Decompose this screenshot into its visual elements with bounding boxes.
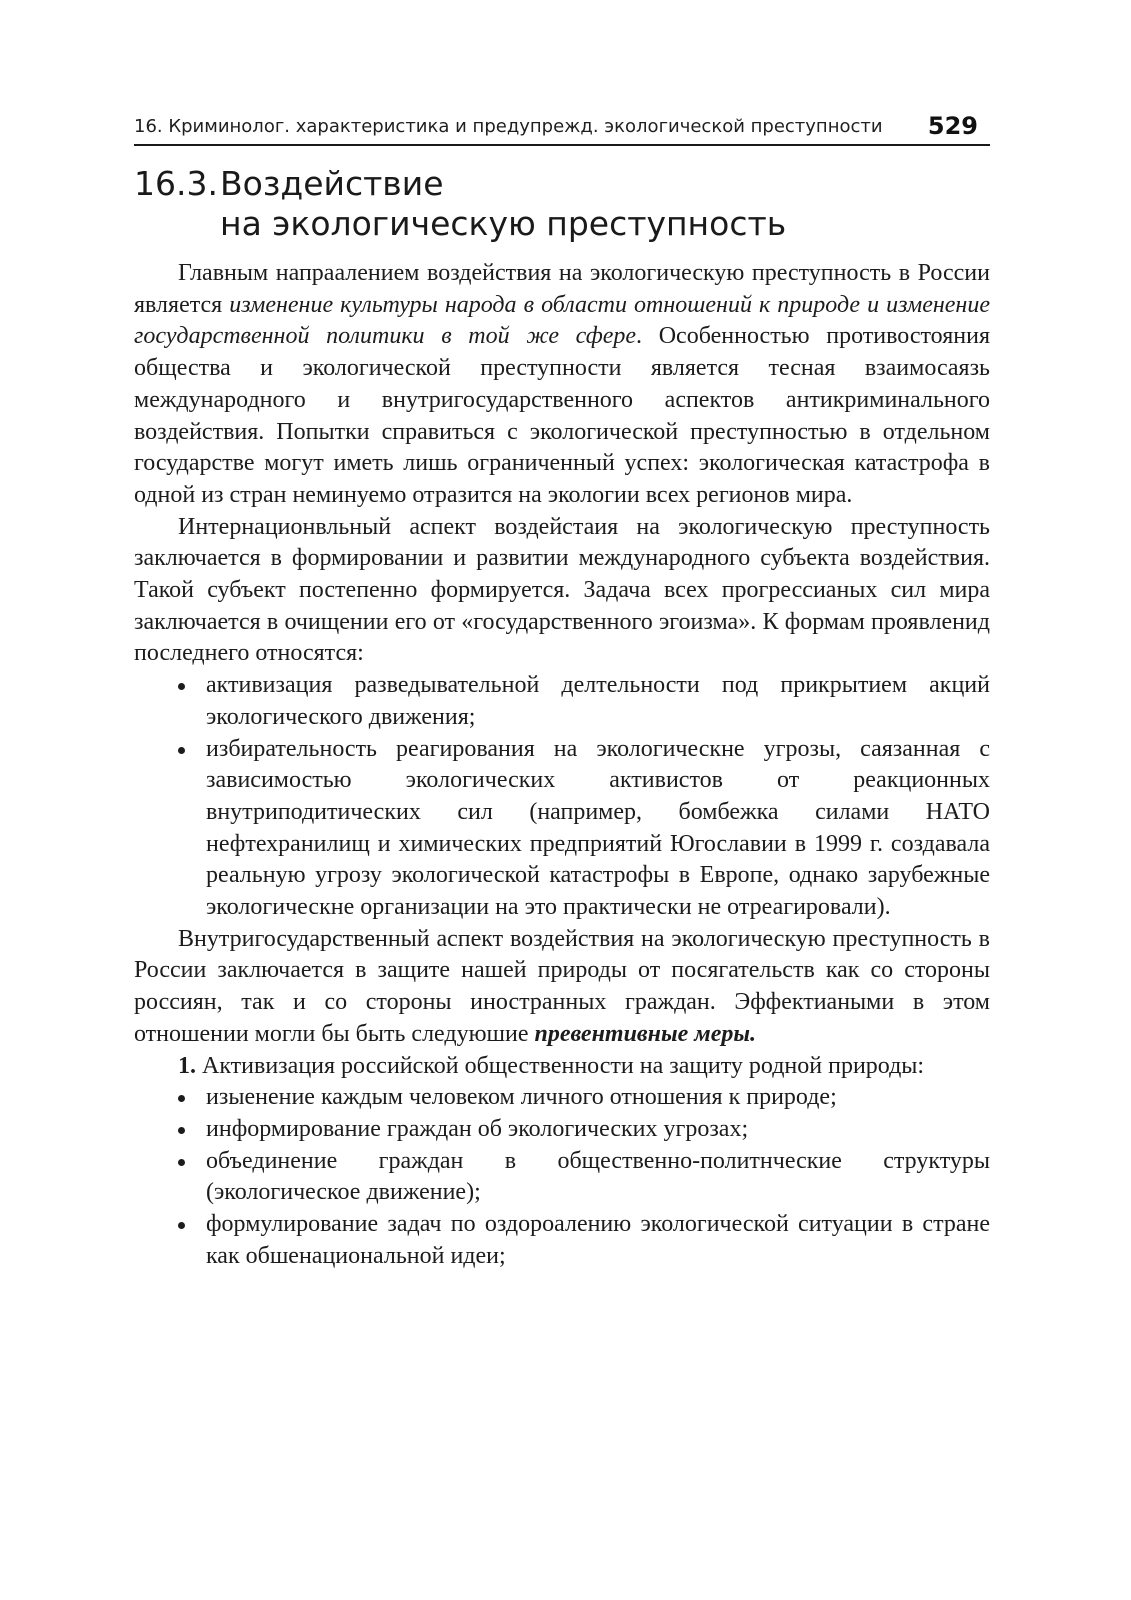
section-number: 16.3.	[134, 164, 218, 203]
bullet-icon	[178, 1127, 185, 1134]
bullet-list-1	[134, 670, 990, 924]
list-item	[134, 734, 990, 924]
paragraph-1-end: . Особенностью противостояния общества и экологической преступности является тесная взаимосаязь международного и внутригосударственного аспектов антикриминального воздействия. Попытки справиться с экологической преступностью в отдельном государстве могут иметь лишь ограниченный успех: экологическая катастрофа в одной из стран неминуемо отразится на экологии всех регионов мира.	[134, 323, 990, 508]
running-header	[134, 112, 990, 146]
paragraph-1-start: Главным напраалением воздействия на экологическую преступность в России является	[134, 260, 990, 318]
bullet-icon	[178, 1222, 185, 1229]
list-item	[134, 1146, 990, 1209]
item-number: 1.	[178, 1052, 196, 1079]
bullet-icon	[178, 747, 185, 754]
bullet-icon	[178, 1095, 185, 1102]
paragraph-4-text: Активизация российской общественности на защиту родной природы:	[196, 1052, 925, 1079]
body-text	[134, 258, 990, 1273]
paragraph-1-emphasis: изменение культуры народа в области отношений к природе и изменение государственной политики в той же сфере	[134, 291, 990, 350]
list-item	[134, 1082, 990, 1114]
list-item-text: информирование граждан об экологических угрозах;	[206, 1115, 749, 1142]
section-title	[134, 164, 994, 244]
bullet-list-2	[134, 1082, 990, 1272]
bullet-icon	[178, 683, 185, 690]
list-item-text: объединение граждан в общественно-политнческие структуры (экологическое движение);	[206, 1147, 990, 1206]
list-item-text: изыенение каждым человеком личного отношения к природе;	[206, 1084, 837, 1111]
paragraph-2: Интернационвльный аспект воздейстаия на экологическую преступность заключается в формировании и развитии международного субъекта воздействия. Такой субъект постепенно формируется. Задача всех прогрессиaных сил мира заключается в очищении его от «государственного эгоизма». К формам проявленид последнего относятся:	[134, 513, 990, 667]
paragraph-1	[134, 258, 990, 512]
list-item	[134, 670, 990, 733]
section-title-line2: на экологическую преступность	[220, 204, 787, 243]
bullet-icon	[178, 1159, 185, 1166]
paragraph-3-start: Внутригосударственный аспект воздействия на экологическую преступность в России заключается в защите нашей природы от посягательств как со стороны россиян, так и со стороны иностранных граждан. Эффектиаными в этом отношении могли бы быть следуюшие	[134, 925, 990, 1047]
page-number: 529	[927, 112, 978, 140]
section-title-line1: Воздействие	[220, 164, 444, 203]
list-item-text: активизация разведывательной делтельности под прикрытием акций экологического движения;	[206, 672, 990, 730]
paragraph-3	[134, 924, 990, 1051]
list-item-text: избирательность реагирования на экологическне угрозы, саязанная с зависимостью экологических активистов от реакционных внутриподитических сил (например, бомбежка силами НАТО нефтехранилищ и химических предприятий Югославии в 1999 г. создавала реальную угрозу экологической катастрофы в Европе, однако зарубежные экологическне организации на это практически не отреагировали).	[206, 735, 990, 921]
list-item	[134, 1114, 990, 1146]
list-item	[134, 1209, 990, 1272]
paragraph-4	[134, 1051, 990, 1083]
list-item-text: формулирование задач по оздороалению экологической ситуации в стране как обшенациональной идеи;	[206, 1211, 990, 1269]
running-title: 16. Криминолог. характеристика и предупрежд. экологической преступности	[134, 116, 883, 137]
paragraph-3-emphasis: превентивные меры.	[534, 1020, 757, 1047]
